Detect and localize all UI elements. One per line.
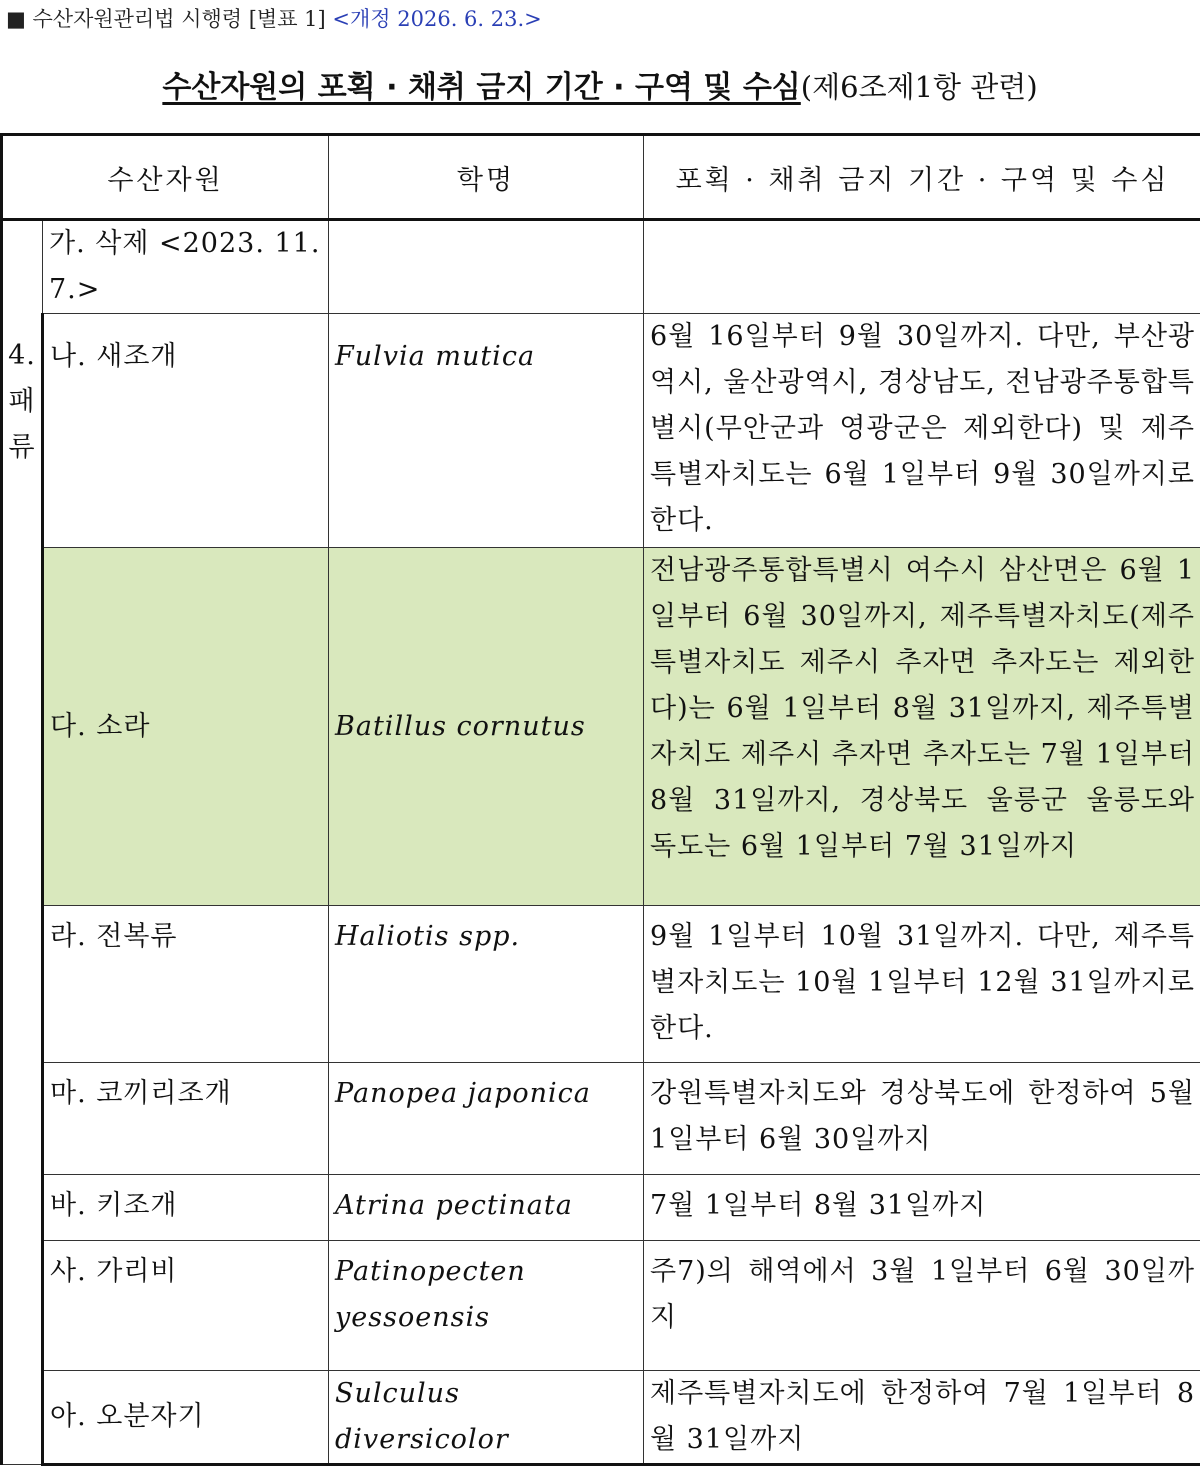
resource-name: 아. 오분자기 <box>43 1371 329 1465</box>
scientific-name: Panopea japonica <box>329 1063 644 1175</box>
resource-name: 가. 삭제 <2023. 11. 7.> <box>43 220 329 314</box>
table-row <box>2 906 1200 1063</box>
period-text: 9월 1일부터 10월 31일까지. 다만, 제주특별자치도는 10월 1일부터 12월 31일까지로 한다. <box>644 906 1200 1063</box>
table-row <box>2 1063 1200 1175</box>
header-resource: 수산자원 <box>2 135 329 220</box>
header-period: 포획 · 채취 금지 기간 · 구역 및 수심 <box>644 135 1200 220</box>
resource-name: 나. 새조개 <box>43 314 329 548</box>
scientific-name <box>329 220 644 314</box>
table-row <box>2 1241 1200 1371</box>
period-text: 6월 16일부터 9월 30일까지. 다만, 부산광역시, 울산광역시, 경상남도, 전남광주통합특별시(무안군과 영광군은 제외한다) 및 제주특별자치도는 6월 1일부터 9월 30일까지로 한다. <box>644 314 1200 548</box>
table-row <box>2 1371 1200 1465</box>
resource-name: 바. 키조개 <box>43 1175 329 1241</box>
regulation-table <box>0 133 1200 1466</box>
resource-name: 마. 코끼리조개 <box>43 1063 329 1175</box>
scientific-name: Sulculus diversicolor <box>329 1371 644 1465</box>
scientific-name: Patinopecten yessoensis <box>329 1241 644 1371</box>
period-text: 7월 1일부터 8월 31일까지 <box>644 1175 1200 1241</box>
scientific-name: Atrina pectinata <box>329 1175 644 1241</box>
header-line: ■ 수산자원관리법 시행령 [별표 1] <box>6 7 332 31</box>
period-text <box>644 220 1200 314</box>
header-scientific-name: 학명 <box>329 135 644 220</box>
period-text: 제주특별자치도에 한정하여 7월 1일부터 8월 31일까지 <box>644 1371 1200 1465</box>
page-title <box>0 62 1200 112</box>
category-number: 4. <box>3 333 41 379</box>
document-header <box>6 4 542 34</box>
table-row <box>2 314 1200 548</box>
table-header-row <box>2 135 1200 220</box>
resource-name: 라. 전복류 <box>43 906 329 1063</box>
scientific-name: Batillus cornutus <box>329 548 644 906</box>
amendment-date: <개정 2026. 6. 23.> <box>332 7 541 31</box>
title-main: 수산자원의 포획 · 채취 금지 기간 · 구역 및 수심 <box>162 70 800 105</box>
period-text: 주7)의 해역에서 3월 1일부터 6월 30일까지 <box>644 1241 1200 1371</box>
scientific-name: Haliotis spp. <box>329 906 644 1063</box>
period-text: 전남광주통합특별시 여수시 삼산면은 6월 1일부터 6월 30일까지, 제주특별자치도(제주특별자치도 제주시 추자면 추자도는 제외한다)는 6월 1일부터 8월 31일까지, 제주특별자치도 제주시 추자면 추자도는 7월 1일부터 8월 31일까지, 경상북도 울릉군 울릉도와 독도는 6월 1일부터 7월 31일까지 <box>644 548 1200 906</box>
category-cell <box>2 220 43 1465</box>
title-sub: (제6조제1항 관련) <box>801 70 1038 104</box>
table-row <box>2 548 1200 906</box>
table-row <box>2 1175 1200 1241</box>
period-text: 강원특별자치도와 경상북도에 한정하여 5월 1일부터 6월 30일까지 <box>644 1063 1200 1175</box>
category-name: 패류 <box>8 379 36 471</box>
scientific-name: Fulvia mutica <box>329 314 644 548</box>
resource-name: 다. 소라 <box>43 548 329 906</box>
table-row <box>2 220 1200 314</box>
resource-name: 사. 가리비 <box>43 1241 329 1371</box>
